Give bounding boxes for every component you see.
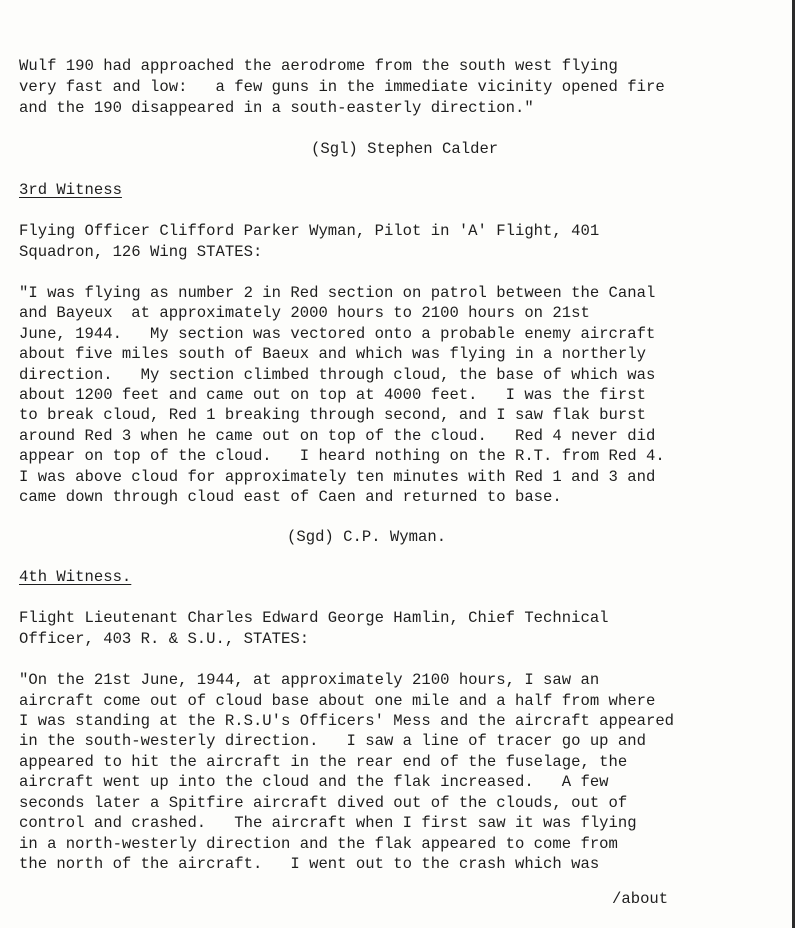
text-line: "On the 21st June, 1944, at approximately 2100 hours, I saw an [19,671,600,689]
text-line: the north of the aircraft. I went out to the crash which was [19,855,600,873]
text-line: Flying Officer Clifford Parker Wyman, Pilot in 'A' Flight, 401 [19,222,600,240]
text-line: Wulf 190 had approached the aerodrome from the south west flying [19,57,618,75]
text-line: Squadron, 126 Wing STATES: [19,243,263,261]
continuation-marker: /about [612,890,669,908]
text-line: in a north-westerly direction and the flak appeared to come from [19,835,618,853]
witness-4-heading: 4th Witness. [19,568,132,586]
text-line: came down through cloud east of Caen and returned to base. [19,488,562,506]
text-line: I was standing at the R.S.U's Officers' Mess and the aircraft appeared [19,712,675,730]
text-line: direction. My section climbed through cloud, the base of which was [19,366,656,384]
witness-3-heading: 3rd Witness [19,181,122,199]
text-line: aircraft went up into the cloud and the flak increased. A few [19,773,609,791]
signature-calder: (Sgl) Stephen Calder [311,140,499,158]
text-line: appear on top of the cloud. I heard nothing on the R.T. from Red 4. [19,447,665,465]
text-line: very fast and low: a few guns in the immediate vicinity opened fire [19,78,665,96]
text-line: seconds later a Spitfire aircraft dived out of the clouds, out of [19,794,628,812]
text-line: aircraft come out of cloud base about one mile and a half from where [19,692,656,710]
text-line: to break cloud, Red 1 breaking through second, and I saw flak burst [19,406,646,424]
text-line: I was above cloud for approximately ten minutes with Red 1 and 3 and [19,468,656,486]
text-line: Flight Lieutenant Charles Edward George Hamlin, Chief Technical [19,609,609,627]
text-line: in the south-westerly direction. I saw a line of tracer go up and [19,732,646,750]
text-line: around Red 3 when he came out on top of the cloud. Red 4 never did [19,427,656,445]
text-line: June, 1944. My section was vectored onto a probable enemy aircraft [19,325,656,343]
text-line: appeared to hit the aircraft in the rear end of the fuselage, the [19,753,628,771]
text-line: Officer, 403 R. & S.U., STATES: [19,630,310,648]
text-line: about 1200 feet and came out on top at 4000 feet. I was the first [19,386,646,404]
signature-wyman: (Sgd) C.P. Wyman. [287,528,447,546]
text-line: "I was flying as number 2 in Red section on patrol between the Canal [19,284,656,302]
text-line: control and crashed. The aircraft when I first saw it was flying [19,814,637,832]
text-line: and Bayeux at approximately 2000 hours to 2100 hours on 21st [19,304,590,322]
text-line: and the 190 disappeared in a south-easterly direction." [19,99,534,117]
text-line: about five miles south of Baeux and which was flying in a northerly [19,345,646,363]
